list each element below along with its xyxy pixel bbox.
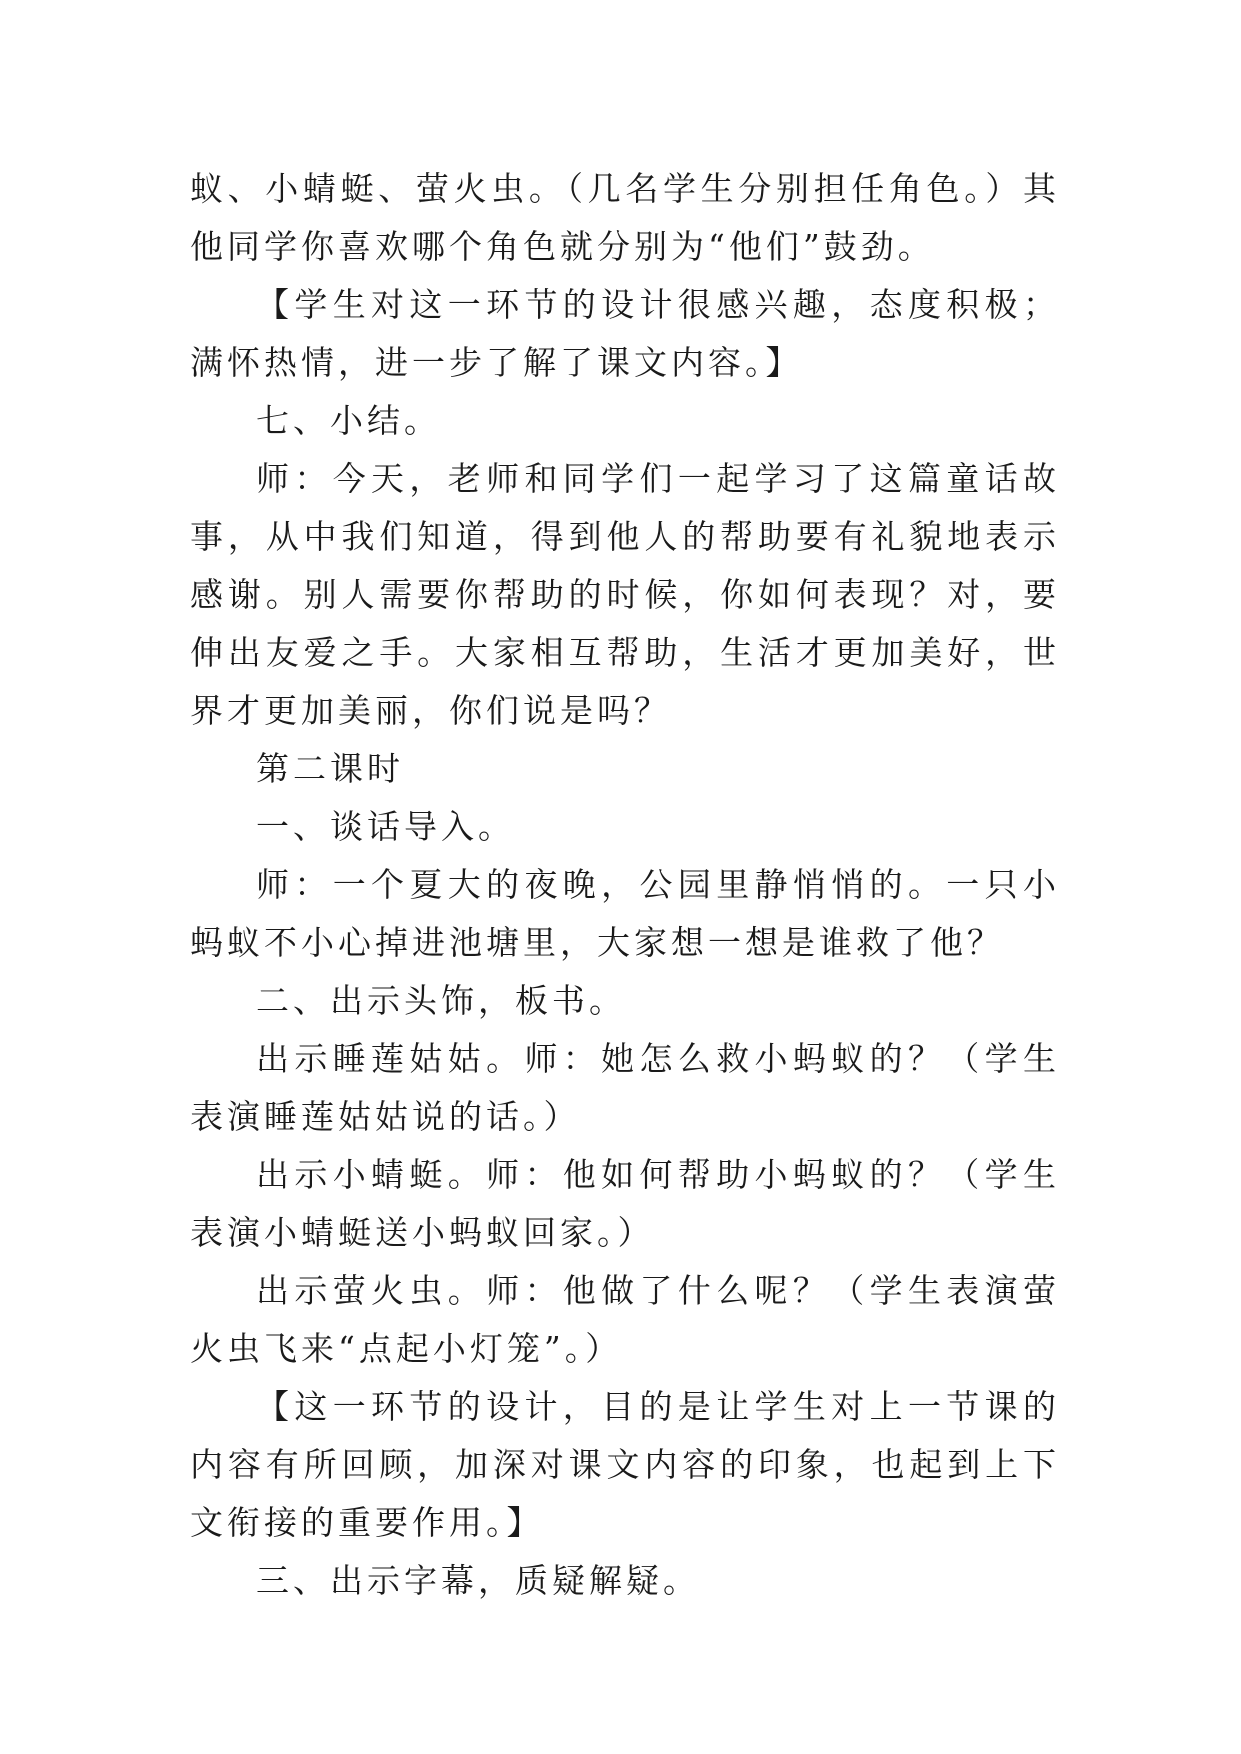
paragraph-note-review: 【这一环节的设计，目的是让学生对上一节课的内容有所回顾，加深对课文内容的印象，也起到上下文衔接的重要作用。】 — [190, 1387, 1060, 1542]
paragraph-dragonfly: 出示小蜻蜓。师：他如何帮助小蚂蚁的？（学生表演小蜻蜓送小蚂蚁回家。） — [190, 1155, 1060, 1252]
document-page — [190, 160, 1060, 1610]
paragraph-teacher-intro: 师：一个夏大的夜晚，公园里静悄悄的。一只小蚂蚁不小心掉进池塘里，大家想一想是谁救了他？ — [190, 865, 1060, 962]
heading-summary: 七、小结。 — [256, 401, 441, 440]
paragraph-firefly: 出示萤火虫。师：他做了什么呢？（学生表演萤火虫飞来“点起小灯笼”。） — [190, 1271, 1060, 1368]
paragraph-role-play: 蚁、小蜻蜓、萤火虫。（几名学生分别担任角色。）其他同学你喜欢哪个角色就分别为“他们”鼓劲。 — [190, 169, 1060, 266]
paragraph-water-lily: 出示睡莲姑姑。师：她怎么救小蚂蚁的？（学生表演睡莲姑姑说的话。） — [190, 1039, 1060, 1136]
heading-second-lesson: 第二课时 — [256, 749, 404, 788]
heading-introduction: 一、谈话导入。 — [256, 807, 515, 846]
heading-captions: 三、出示字幕，质疑解疑。 — [256, 1561, 700, 1600]
paragraph-note-interest: 【学生对这一环节的设计很感兴趣，态度积极；满怀热情，进一步了解了课文内容。】 — [190, 285, 1060, 382]
paragraph-teacher-summary: 师：今天，老师和同学们一起学习了这篇童话故事，从中我们知道，得到他人的帮助要有礼貌地表示感谢。别人需要你帮助的时候，你如何表现？对，要伸出友爱之手。大家相互帮助，生活才更加美好，世界才更加美丽，你们说是吗？ — [190, 459, 1060, 730]
heading-headwear: 二、出示头饰，板书。 — [256, 981, 626, 1020]
